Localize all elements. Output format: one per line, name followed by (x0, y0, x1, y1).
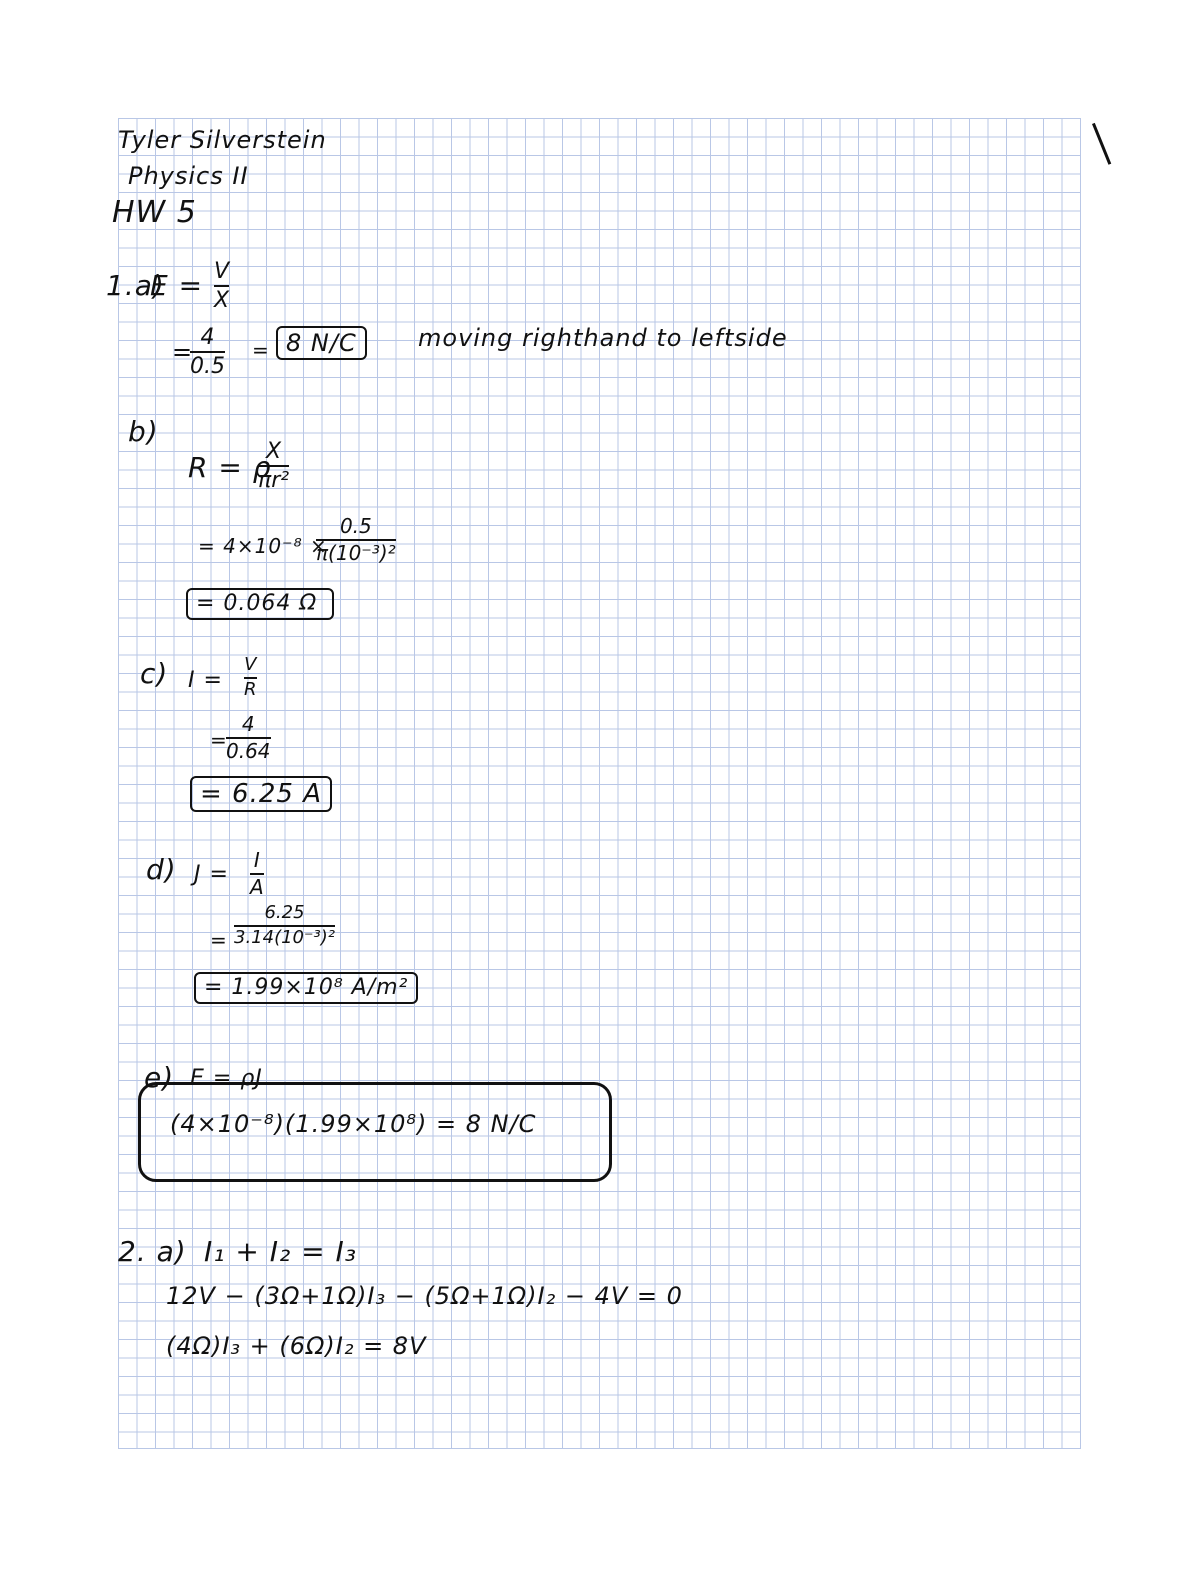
problem-1b-formula-fraction (258, 440, 289, 492)
fraction-bar (258, 465, 289, 467)
problem-1d-result: = 1.99×10⁸ A/m² (194, 972, 418, 1004)
problem-2a-eq1: I₁ + I₂ = I₃ (204, 1235, 357, 1268)
fraction-denominator: X (214, 288, 230, 314)
problem-1a-label: 1.a) (106, 269, 165, 302)
problem-1a-step-fraction (190, 326, 225, 378)
problem-1a-formula-lhs: E = (150, 269, 204, 302)
problem-1a-note: moving righthand to leftside (418, 324, 788, 352)
fraction-denominator: π(10⁻³)² (316, 541, 396, 565)
problem-2a-eq3: (4Ω)I₃ + (6Ω)I₂ = 8V (166, 1332, 427, 1360)
student-name: Tyler Silverstein (118, 126, 327, 154)
problem-1e-label: e) (144, 1061, 175, 1094)
fraction-numerator: V (214, 259, 230, 284)
fraction-numerator: X (266, 439, 282, 464)
fraction-denominator: A (250, 875, 264, 899)
problem-1d-step-equals: = (210, 928, 228, 952)
fraction-denominator: 0.64 (226, 739, 271, 763)
problem-1c-formula-lhs: I = (188, 668, 223, 693)
assignment-title: HW 5 (112, 195, 197, 230)
problem-1a-formula-fraction (214, 260, 229, 312)
problem-1d-formula-lhs: J = (194, 862, 229, 887)
problem-1d-step-fraction (234, 904, 335, 948)
problem-1b-result: = 0.064 Ω (186, 588, 334, 620)
fraction-denominator: R (244, 678, 257, 700)
problem-1e-result: (4×10⁻⁸)(1.99×10⁸) = 8 N/C (170, 1110, 537, 1138)
problem-1c-result: = 6.25 A (190, 776, 332, 812)
fraction-numerator: 0.5 (339, 514, 372, 538)
problem-1e-formula: E = ρJ (190, 1066, 263, 1091)
fraction-bar (190, 351, 225, 353)
fraction-numerator: 6.25 (264, 902, 305, 923)
problem-2a-label: 2. a) (118, 1235, 187, 1268)
fraction-numerator: 4 (200, 325, 215, 350)
fraction-bar (214, 285, 229, 287)
problem-1b-formula-lhs: R = ρ (188, 451, 272, 484)
problem-1c-formula-fraction (244, 656, 257, 700)
problem-1d-label: d) (146, 853, 177, 886)
problem-1a-result: 8 N/C (276, 326, 367, 360)
fraction-denominator: 0.5 (190, 354, 225, 380)
course-title: Physics II (128, 162, 249, 190)
page-number-mark (1092, 123, 1111, 165)
problem-1c-step-equals: = (210, 728, 228, 752)
fraction-numerator: 4 (241, 712, 255, 736)
fraction-denominator: πr² (258, 468, 290, 494)
problem-1d-formula-fraction (250, 850, 264, 898)
problem-1b-label: b) (128, 415, 159, 448)
problem-1c-label: c) (140, 657, 169, 690)
problem-1a-step-equals-2: = (252, 338, 270, 362)
problem-2a-eq2: 12V − (3Ω+1Ω)I₃ − (5Ω+1Ω)I₂ − 4V = 0 (166, 1282, 683, 1310)
fraction-denominator: 3.14(10⁻³)² (234, 926, 335, 948)
problem-1b-step-fraction (316, 516, 396, 564)
problem-1b-step-lhs: = 4×10⁻⁸ × (198, 534, 328, 558)
fraction-numerator: I (253, 848, 260, 872)
problem-1c-step-fraction (226, 714, 271, 762)
problem-1a-step-equals: = (172, 338, 194, 366)
fraction-numerator: V (244, 654, 257, 675)
